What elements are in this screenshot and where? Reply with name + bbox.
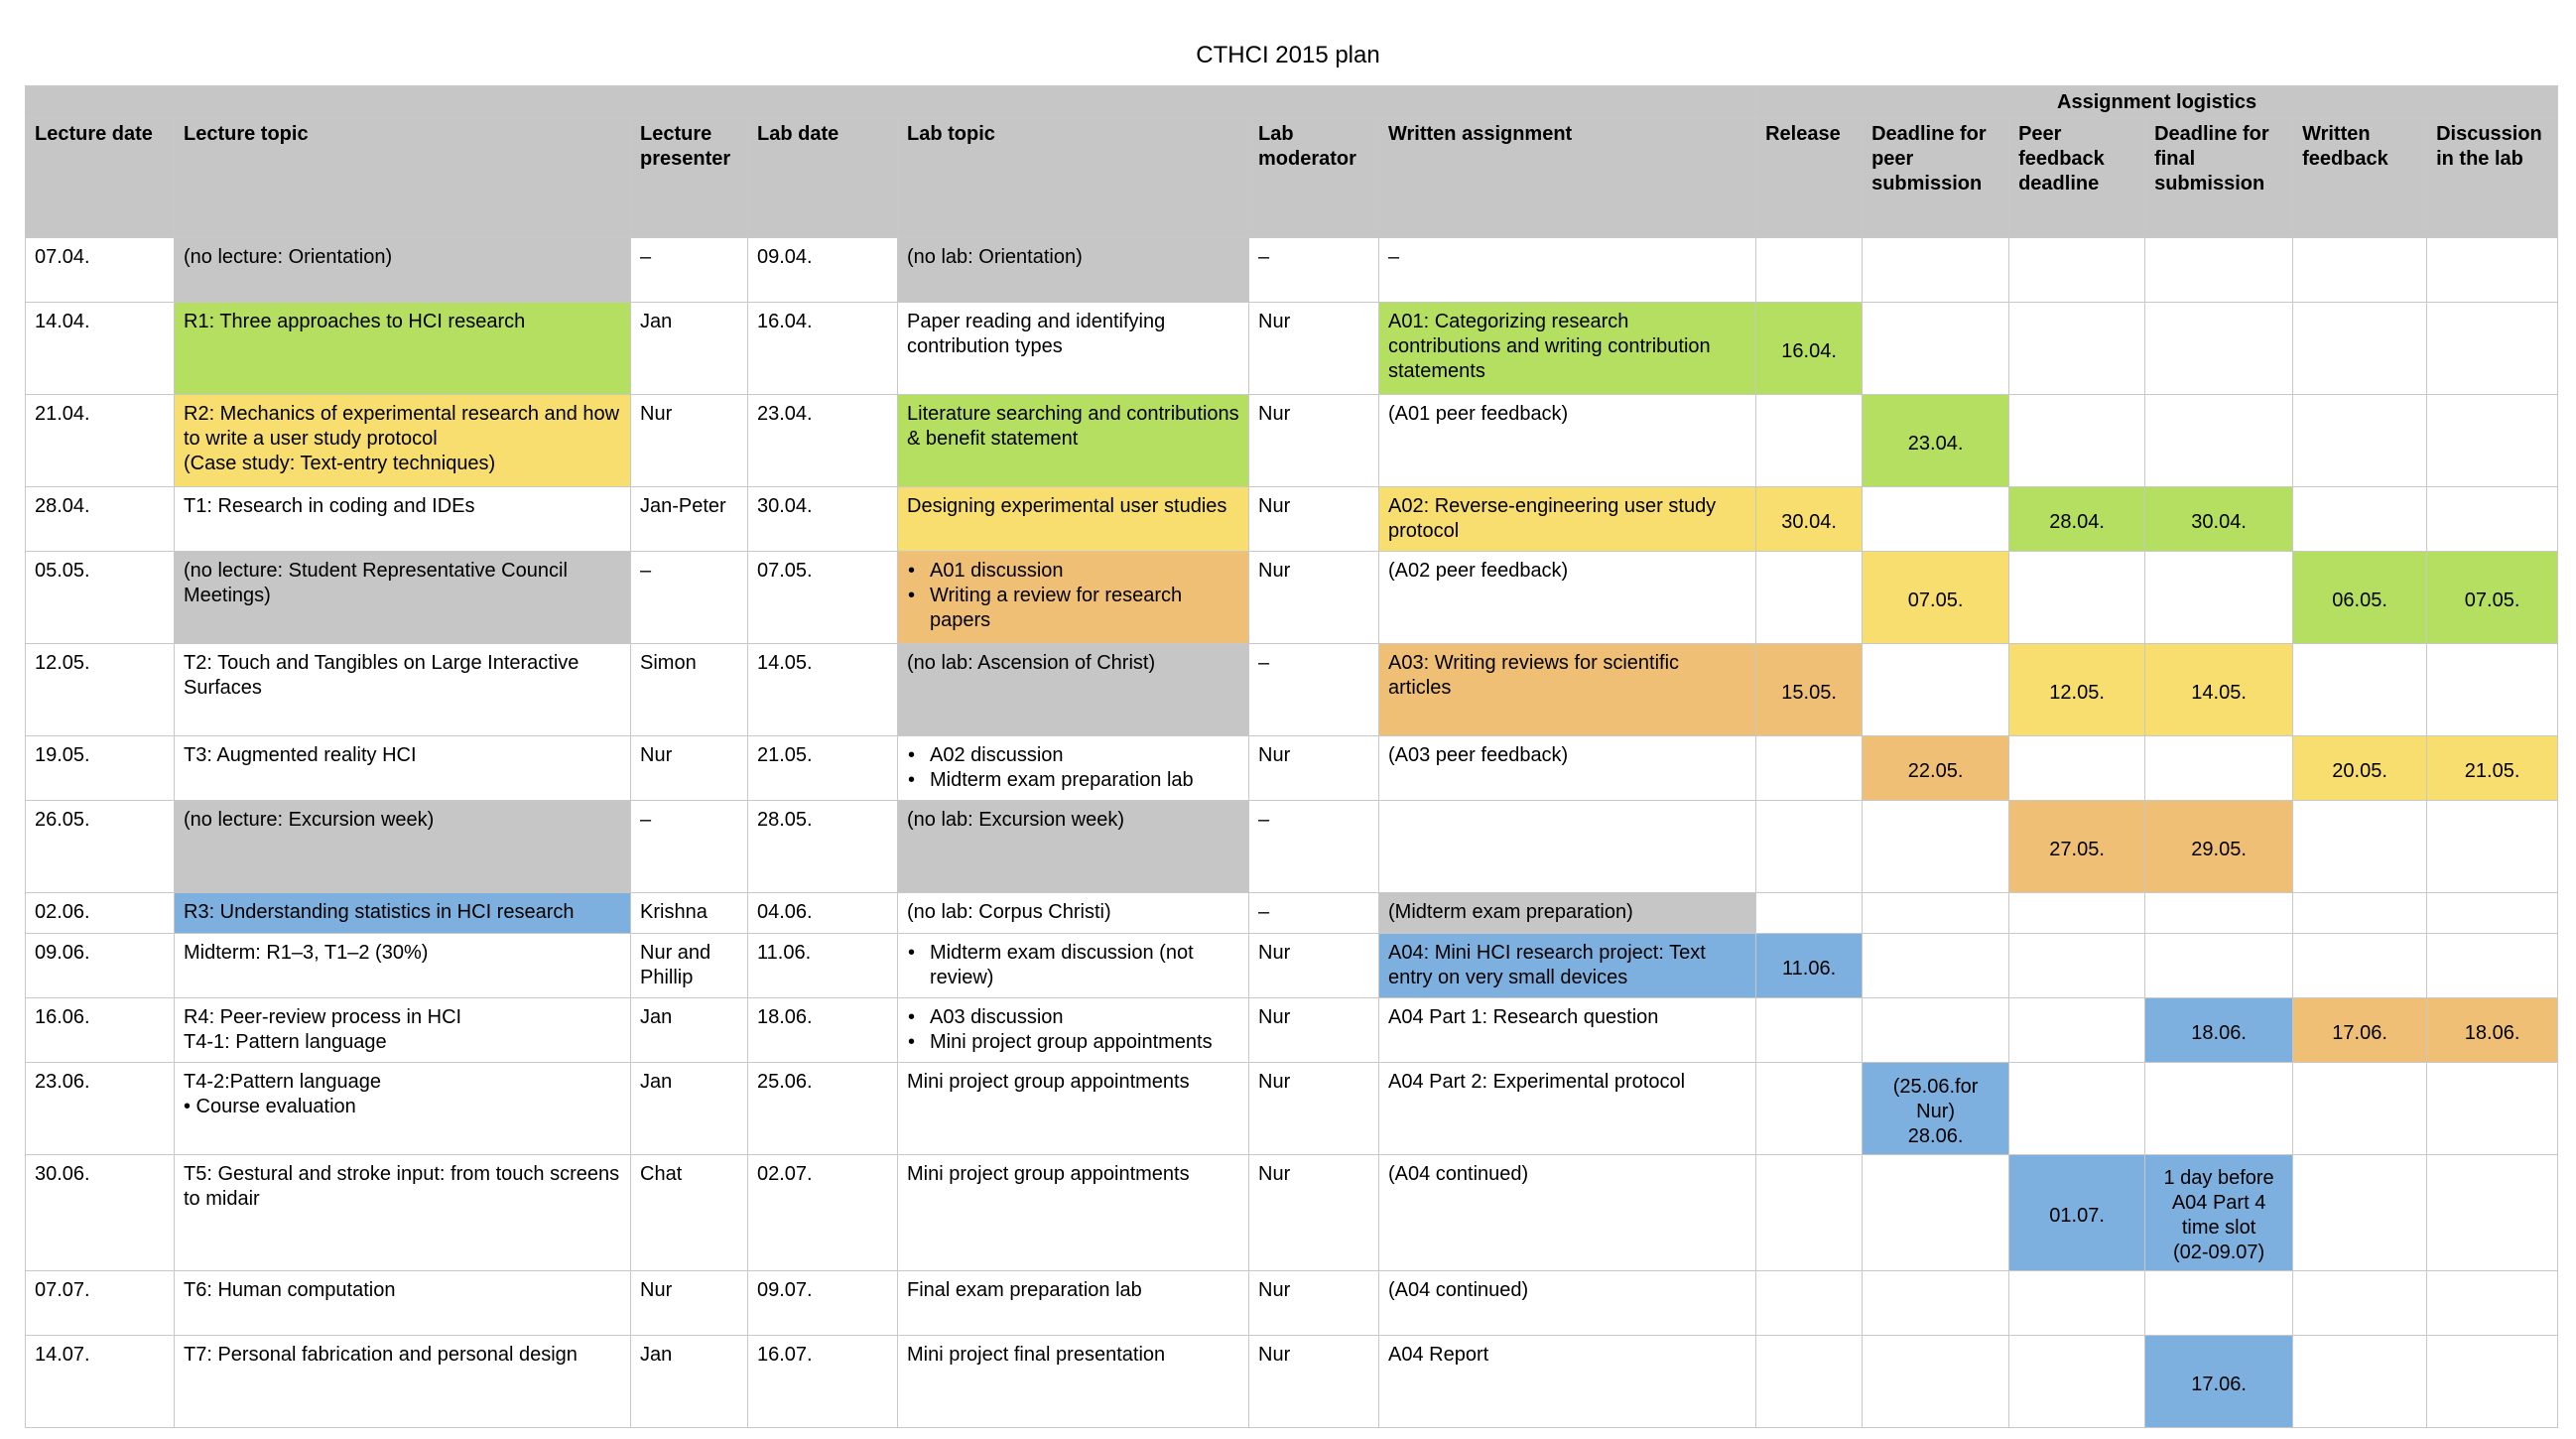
- cell-deadline-peer-submission: [1863, 644, 2009, 736]
- cell-deadline-final-submission: 29.05.: [2145, 801, 2293, 893]
- cell-lab-topic: Mini project final presentation: [898, 1336, 1249, 1428]
- group-header-spacer: [26, 86, 1756, 119]
- cell-release: 16.04.: [1756, 303, 1863, 395]
- cell-discussion-in-lab: 21.05.: [2427, 736, 2558, 801]
- cell-lecture-presenter: Simon: [631, 644, 748, 736]
- cell-lab-topic: (no lab: Corpus Christi): [898, 893, 1249, 934]
- cell-lecture-date: 30.06.: [26, 1155, 175, 1271]
- column-header-row: [26, 119, 2558, 238]
- cell-lab-date: 18.06.: [748, 998, 898, 1063]
- cell-written-feedback: [2293, 395, 2427, 487]
- cell-written-assignment: A01: Categorizing research contributions and writing contribution statements: [1379, 303, 1756, 395]
- cell-discussion-in-lab: [2427, 1155, 2558, 1271]
- cell-peer-feedback-deadline: [2009, 893, 2145, 934]
- cell-lecture-presenter: Krishna: [631, 893, 748, 934]
- bullet-item: • Writing a review for research papers: [907, 584, 1239, 633]
- cell-lecture-topic: T2: Touch and Tangibles on Large Interactive Surfaces: [175, 644, 631, 736]
- cell-lab-moderator: Nur: [1249, 303, 1379, 395]
- cell-lecture-date: 02.06.: [26, 893, 175, 934]
- cell-lecture-topic: T7: Personal fabrication and personal design: [175, 1336, 631, 1428]
- assignment-logistics-header: Assignment logistics: [1756, 86, 2558, 119]
- cell-written-assignment: [1379, 801, 1756, 893]
- cell-lecture-topic: R3: Understanding statistics in HCI research: [175, 893, 631, 934]
- cell-written-feedback: [2293, 1063, 2427, 1155]
- cell-release: [1756, 395, 1863, 487]
- cell-peer-feedback-deadline: [2009, 934, 2145, 998]
- schedule-row: [26, 998, 2558, 1063]
- cell-release: 30.04.: [1756, 487, 1863, 552]
- cell-written-feedback: 20.05.: [2293, 736, 2427, 801]
- cell-peer-feedback-deadline: [2009, 552, 2145, 644]
- cell-lab-date: 04.06.: [748, 893, 898, 934]
- cell-deadline-final-submission: [2145, 303, 2293, 395]
- cell-lecture-presenter: –: [631, 801, 748, 893]
- bullet-list: [907, 941, 1239, 990]
- cell-lab-topic: Final exam preparation lab: [898, 1271, 1249, 1336]
- cell-deadline-final-submission: 1 day before A04 Part 4 time slot (02-09.07): [2145, 1155, 2293, 1271]
- cell-lab-topic: Mini project group appointments: [898, 1063, 1249, 1155]
- cell-peer-feedback-deadline: [2009, 238, 2145, 303]
- column-header-lecture-topic: Lecture topic: [175, 119, 631, 238]
- cell-lecture-presenter: Nur and Phillip: [631, 934, 748, 998]
- schedule-row: [26, 303, 2558, 395]
- schedule-row: [26, 1336, 2558, 1428]
- column-header-lecture-presenter: Lecture presenter: [631, 119, 748, 238]
- cell-written-assignment: A03: Writing reviews for scientific articles: [1379, 644, 1756, 736]
- cell-lecture-date: 26.05.: [26, 801, 175, 893]
- cell-lab-moderator: Nur: [1249, 1271, 1379, 1336]
- schedule-row: [26, 934, 2558, 998]
- cell-lab-topic: (no lab: Excursion week): [898, 801, 1249, 893]
- bullet-item: • A02 discussion: [907, 743, 1239, 768]
- cell-deadline-peer-submission: [1863, 801, 2009, 893]
- cell-discussion-in-lab: [2427, 893, 2558, 934]
- cell-lab-date: 25.06.: [748, 1063, 898, 1155]
- cell-discussion-in-lab: [2427, 934, 2558, 998]
- cell-lab-moderator: Nur: [1249, 1063, 1379, 1155]
- cell-written-assignment: (A02 peer feedback): [1379, 552, 1756, 644]
- cell-lab-date: 09.04.: [748, 238, 898, 303]
- cell-discussion-in-lab: 07.05.: [2427, 552, 2558, 644]
- cell-lecture-date: 09.06.: [26, 934, 175, 998]
- cell-deadline-final-submission: [2145, 1271, 2293, 1336]
- column-header-lab-date: Lab date: [748, 119, 898, 238]
- cell-peer-feedback-deadline: 28.04.: [2009, 487, 2145, 552]
- schedule-row: [26, 395, 2558, 487]
- cell-lecture-date: 23.06.: [26, 1063, 175, 1155]
- bullet-item: • Midterm exam discussion (not review): [907, 941, 1239, 990]
- cell-discussion-in-lab: [2427, 1063, 2558, 1155]
- cell-lab-topic: [898, 736, 1249, 801]
- cell-deadline-peer-submission: 07.05.: [1863, 552, 2009, 644]
- bullet-item: • Midterm exam preparation lab: [907, 768, 1239, 793]
- cell-written-assignment: A04 Part 2: Experimental protocol: [1379, 1063, 1756, 1155]
- cell-lecture-presenter: Jan: [631, 998, 748, 1063]
- cell-written-assignment: (A03 peer feedback): [1379, 736, 1756, 801]
- cell-lecture-topic: T5: Gestural and stroke input: from touch screens to midair: [175, 1155, 631, 1271]
- schedule-row: [26, 1155, 2558, 1271]
- cell-release: [1756, 1271, 1863, 1336]
- cell-peer-feedback-deadline: [2009, 395, 2145, 487]
- cell-written-assignment: A04 Report: [1379, 1336, 1756, 1428]
- cell-release: [1756, 1336, 1863, 1428]
- cell-discussion-in-lab: 18.06.: [2427, 998, 2558, 1063]
- cell-lab-topic: Paper reading and identifying contribution types: [898, 303, 1249, 395]
- cell-lecture-date: 14.04.: [26, 303, 175, 395]
- cell-written-feedback: [2293, 238, 2427, 303]
- cell-lecture-date: 07.07.: [26, 1271, 175, 1336]
- schedule-row: [26, 736, 2558, 801]
- column-header-lab-topic: Lab topic: [898, 119, 1249, 238]
- cell-deadline-final-submission: [2145, 934, 2293, 998]
- column-header-written-feedback: Written feedback: [2293, 119, 2427, 238]
- cell-lab-topic: (no lab: Orientation): [898, 238, 1249, 303]
- cell-release: [1756, 801, 1863, 893]
- cell-lecture-presenter: Jan-Peter: [631, 487, 748, 552]
- cell-deadline-final-submission: 14.05.: [2145, 644, 2293, 736]
- bullet-item: • A01 discussion: [907, 559, 1239, 584]
- column-header-deadline-peer-submission: Deadline for peer submission: [1863, 119, 2009, 238]
- cell-lab-date: 28.05.: [748, 801, 898, 893]
- cell-lab-topic: [898, 998, 1249, 1063]
- cell-release: [1756, 893, 1863, 934]
- cell-lecture-date: 14.07.: [26, 1336, 175, 1428]
- cell-deadline-peer-submission: [1863, 893, 2009, 934]
- group-header-row: [26, 86, 2558, 119]
- cell-deadline-final-submission: 18.06.: [2145, 998, 2293, 1063]
- cell-deadline-final-submission: 17.06.: [2145, 1336, 2293, 1428]
- cell-release: [1756, 1155, 1863, 1271]
- cell-lecture-topic: R4: Peer-review process in HCI T4-1: Pattern language: [175, 998, 631, 1063]
- cell-written-assignment: (Midterm exam preparation): [1379, 893, 1756, 934]
- cell-peer-feedback-deadline: 27.05.: [2009, 801, 2145, 893]
- cell-lab-moderator: Nur: [1249, 1336, 1379, 1428]
- cell-lecture-presenter: Nur: [631, 1271, 748, 1336]
- cell-lab-date: 23.04.: [748, 395, 898, 487]
- cell-release: [1756, 1063, 1863, 1155]
- cell-written-feedback: [2293, 644, 2427, 736]
- cell-lab-date: 21.05.: [748, 736, 898, 801]
- cell-deadline-peer-submission: [1863, 487, 2009, 552]
- bullet-list: [907, 559, 1239, 633]
- cell-lab-moderator: –: [1249, 801, 1379, 893]
- cell-lecture-presenter: –: [631, 238, 748, 303]
- cell-peer-feedback-deadline: [2009, 303, 2145, 395]
- cell-lecture-presenter: Jan: [631, 303, 748, 395]
- cell-written-feedback: [2293, 1155, 2427, 1271]
- cell-lab-date: 02.07.: [748, 1155, 898, 1271]
- cell-deadline-peer-submission: [1863, 303, 2009, 395]
- bullet-list: [907, 1005, 1239, 1055]
- cell-written-feedback: [2293, 801, 2427, 893]
- cell-discussion-in-lab: [2427, 644, 2558, 736]
- column-header-written-assignment: Written assignment: [1379, 119, 1756, 238]
- schedule-row: [26, 552, 2558, 644]
- cell-peer-feedback-deadline: 12.05.: [2009, 644, 2145, 736]
- cell-peer-feedback-deadline: [2009, 1336, 2145, 1428]
- schedule-row: [26, 487, 2558, 552]
- cell-lecture-presenter: Nur: [631, 395, 748, 487]
- cell-lecture-topic: T6: Human computation: [175, 1271, 631, 1336]
- cell-deadline-peer-submission: [1863, 998, 2009, 1063]
- cell-lab-date: 11.06.: [748, 934, 898, 998]
- cell-written-feedback: [2293, 934, 2427, 998]
- cell-deadline-final-submission: [2145, 736, 2293, 801]
- cell-written-assignment: (A04 continued): [1379, 1155, 1756, 1271]
- cell-lecture-topic: R1: Three approaches to HCI research: [175, 303, 631, 395]
- cell-release: [1756, 736, 1863, 801]
- cell-release: [1756, 552, 1863, 644]
- cell-lab-moderator: Nur: [1249, 395, 1379, 487]
- cell-lab-moderator: Nur: [1249, 487, 1379, 552]
- cell-lecture-date: 12.05.: [26, 644, 175, 736]
- cell-lab-date: 09.07.: [748, 1271, 898, 1336]
- cell-lab-topic: [898, 552, 1249, 644]
- cell-lab-topic: [898, 934, 1249, 998]
- cell-peer-feedback-deadline: [2009, 998, 2145, 1063]
- cell-lecture-date: 07.04.: [26, 238, 175, 303]
- cell-deadline-final-submission: [2145, 552, 2293, 644]
- cell-discussion-in-lab: [2427, 1271, 2558, 1336]
- cell-lab-moderator: Nur: [1249, 934, 1379, 998]
- cell-lecture-topic: Midterm: R1–3, T1–2 (30%): [175, 934, 631, 998]
- cell-written-assignment: (A04 continued): [1379, 1271, 1756, 1336]
- cell-peer-feedback-deadline: [2009, 1271, 2145, 1336]
- cell-lecture-date: 16.06.: [26, 998, 175, 1063]
- cell-written-assignment: A04: Mini HCI research project: Text entry on very small devices: [1379, 934, 1756, 998]
- cell-deadline-peer-submission: (25.06.for Nur) 28.06.: [1863, 1063, 2009, 1155]
- cell-written-feedback: 17.06.: [2293, 998, 2427, 1063]
- cell-discussion-in-lab: [2427, 1336, 2558, 1428]
- cell-deadline-final-submission: [2145, 893, 2293, 934]
- cell-deadline-peer-submission: [1863, 1155, 2009, 1271]
- schedule-row: [26, 644, 2558, 736]
- bullet-list: [907, 743, 1239, 793]
- cell-discussion-in-lab: [2427, 487, 2558, 552]
- cell-deadline-peer-submission: [1863, 1271, 2009, 1336]
- column-header-discussion-in-lab: Discussion in the lab: [2427, 119, 2558, 238]
- cell-release: [1756, 998, 1863, 1063]
- cell-discussion-in-lab: [2427, 801, 2558, 893]
- cell-written-feedback: [2293, 487, 2427, 552]
- cell-discussion-in-lab: [2427, 238, 2558, 303]
- cell-lab-topic: Literature searching and contributions & benefit statement: [898, 395, 1249, 487]
- cell-lab-topic: Mini project group appointments: [898, 1155, 1249, 1271]
- cell-lab-date: 14.05.: [748, 644, 898, 736]
- cell-peer-feedback-deadline: [2009, 1063, 2145, 1155]
- cell-lecture-presenter: Jan: [631, 1336, 748, 1428]
- column-header-deadline-final-submission: Deadline for final submission: [2145, 119, 2293, 238]
- cell-lecture-presenter: Nur: [631, 736, 748, 801]
- cell-deadline-peer-submission: [1863, 238, 2009, 303]
- cell-lecture-presenter: Chat: [631, 1155, 748, 1271]
- cell-lecture-topic: T1: Research in coding and IDEs: [175, 487, 631, 552]
- cell-discussion-in-lab: [2427, 303, 2558, 395]
- cell-lab-date: 16.04.: [748, 303, 898, 395]
- bullet-item: • A03 discussion: [907, 1005, 1239, 1030]
- cell-deadline-peer-submission: [1863, 934, 2009, 998]
- cell-lecture-topic: (no lecture: Student Representative Council Meetings): [175, 552, 631, 644]
- cell-deadline-peer-submission: 22.05.: [1863, 736, 2009, 801]
- cell-deadline-peer-submission: [1863, 1336, 2009, 1428]
- bullet-item: • Mini project group appointments: [907, 1030, 1239, 1055]
- cell-lab-topic: Designing experimental user studies: [898, 487, 1249, 552]
- cell-lecture-date: 19.05.: [26, 736, 175, 801]
- column-header-peer-feedback-deadline: Peer feedback deadline: [2009, 119, 2145, 238]
- schedule-row: [26, 1063, 2558, 1155]
- cell-lecture-topic: R2: Mechanics of experimental research and how to write a user study protocol (Case study: Text-entry techniques): [175, 395, 631, 487]
- cell-lecture-presenter: –: [631, 552, 748, 644]
- cell-peer-feedback-deadline: [2009, 736, 2145, 801]
- cell-lab-topic: (no lab: Ascension of Christ): [898, 644, 1249, 736]
- cell-deadline-peer-submission: 23.04.: [1863, 395, 2009, 487]
- schedule-row: [26, 801, 2558, 893]
- column-header-lab-moderator: Lab moderator: [1249, 119, 1379, 238]
- column-header-release: Release: [1756, 119, 1863, 238]
- cell-lab-moderator: –: [1249, 644, 1379, 736]
- column-header-lecture-date: Lecture date: [26, 119, 175, 238]
- cell-written-feedback: [2293, 1271, 2427, 1336]
- page-title: CTHCI 2015 plan: [1196, 42, 1380, 68]
- cell-release: [1756, 238, 1863, 303]
- cell-written-assignment: A02: Reverse-engineering user study protocol: [1379, 487, 1756, 552]
- cell-peer-feedback-deadline: 01.07.: [2009, 1155, 2145, 1271]
- plan-table: [25, 85, 2558, 1428]
- cell-discussion-in-lab: [2427, 395, 2558, 487]
- cell-deadline-final-submission: [2145, 238, 2293, 303]
- cell-written-assignment: –: [1379, 238, 1756, 303]
- cell-lecture-presenter: Jan: [631, 1063, 748, 1155]
- cell-written-assignment: A04 Part 1: Research question: [1379, 998, 1756, 1063]
- cell-written-feedback: [2293, 893, 2427, 934]
- cell-lecture-date: 28.04.: [26, 487, 175, 552]
- cell-deadline-final-submission: 30.04.: [2145, 487, 2293, 552]
- cell-lecture-topic: T4-2:Pattern language • Course evaluation: [175, 1063, 631, 1155]
- cell-lecture-topic: T3: Augmented reality HCI: [175, 736, 631, 801]
- cell-lab-moderator: Nur: [1249, 998, 1379, 1063]
- cell-lab-date: 07.05.: [748, 552, 898, 644]
- cell-release: 11.06.: [1756, 934, 1863, 998]
- cell-lab-moderator: –: [1249, 893, 1379, 934]
- cell-deadline-final-submission: [2145, 1063, 2293, 1155]
- cell-lecture-topic: (no lecture: Excursion week): [175, 801, 631, 893]
- plan-table-body: [26, 238, 2558, 1428]
- cell-written-assignment: (A01 peer feedback): [1379, 395, 1756, 487]
- schedule-row: [26, 238, 2558, 303]
- schedule-row: [26, 893, 2558, 934]
- cell-lab-date: 16.07.: [748, 1336, 898, 1428]
- cell-written-feedback: [2293, 303, 2427, 395]
- cell-lab-date: 30.04.: [748, 487, 898, 552]
- cell-lecture-date: 21.04.: [26, 395, 175, 487]
- cell-written-feedback: 06.05.: [2293, 552, 2427, 644]
- cell-lab-moderator: Nur: [1249, 552, 1379, 644]
- cell-deadline-final-submission: [2145, 395, 2293, 487]
- cell-lab-moderator: –: [1249, 238, 1379, 303]
- cell-lecture-date: 05.05.: [26, 552, 175, 644]
- schedule-row: [26, 1271, 2558, 1336]
- cell-release: 15.05.: [1756, 644, 1863, 736]
- cell-written-feedback: [2293, 1336, 2427, 1428]
- cell-lecture-topic: (no lecture: Orientation): [175, 238, 631, 303]
- cell-lab-moderator: Nur: [1249, 1155, 1379, 1271]
- cell-lab-moderator: Nur: [1249, 736, 1379, 801]
